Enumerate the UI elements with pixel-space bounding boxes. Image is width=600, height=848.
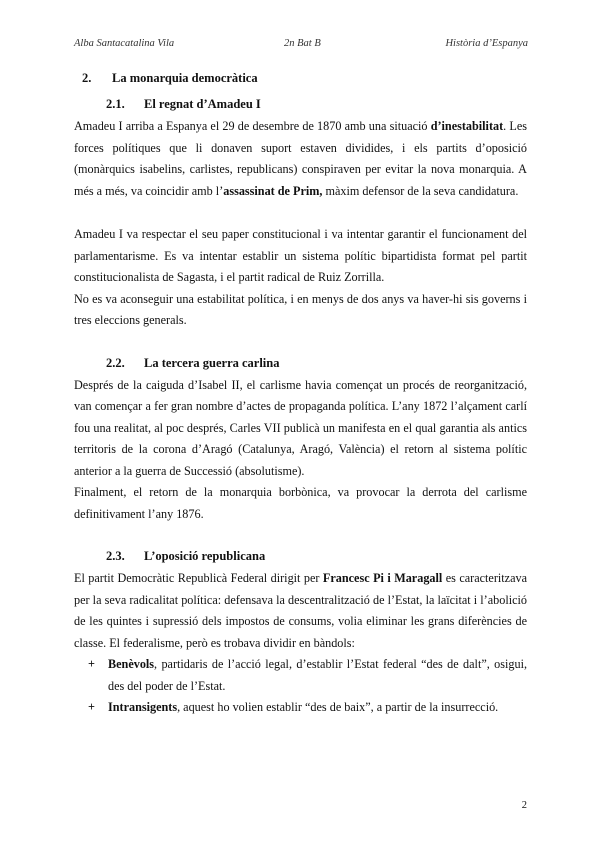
section-2-2-title: La tercera guerra carlina [144,355,280,370]
section-2-1-paragraph-1: Amadeu I arriba a Espanya el 29 de desembre de 1870 amb una situació d’inestabilitat. Les forces polítiques que li donaven suport estaven dividides, i els partits d’oposició (monàrquics isabelins, carlistes, republicans) conspiraven per evitar la nova monarquia. A més a més, va coincidir amb l’assassinat de Prim, màxim defensor de la seva candidatura. [74,119,527,198]
section-2-3-number: 2.3. [106,549,125,563]
bold-pi-i-maragall: Francesc Pi i Maragall [322,571,443,585]
section-2-number: 2. [82,71,92,85]
section-2-1-number: 2.1. [106,97,125,111]
bold-assassinat-prim: assassinat de Prim, [223,183,323,198]
section-2-2-paragraph-2: Finalment, el retorn de la monarquia borbònica, va provocar la derrota del carlisme definitivament l’any 1876. [74,485,527,521]
federalism-factions-list [74,654,527,719]
section-2-2-number: 2.2. [106,355,125,370]
header-course: 2n Bat B [284,38,321,49]
bullet-term: Benèvols [108,657,155,671]
section-2-heading [82,70,527,86]
plus-bullet-icon: + [88,700,95,714]
section-2-title: La monarquia democràtica [112,71,258,85]
section-2-1-title: El regnat d’Amadeu I [144,97,261,111]
header-author: Alba Santacatalina Vila [74,38,175,49]
section-2-1-paragraph-3: No es va aconseguir una estabilitat política, i en menys de dos anys va haver-hi sis governs i tres eleccions generals. [74,291,527,327]
section-2-1-paragraph-2: Amadeu I va respectar el seu paper constitucional i va intentar garantir el funcionament del parlamentarisme. Es va intentar establir un sistema polític bipartidista format pel partit constitucionalista de Sagasta, i el partit radical de Ruiz Zorrilla. [74,227,527,284]
plus-bullet-icon: + [88,657,95,671]
page-header [74,38,528,52]
list-item: + Benèvols, partidaris de l’acció legal, d’establir l’Estat federal “des de dalt”, osigui, des del poder de l’Estat. [74,654,527,697]
section-2-2-heading [106,355,527,371]
list-item: + Intransigents, aquest ho volien establir “des de baix”, a partir de la insurrecció. [74,697,527,719]
page-content [74,70,527,719]
section-2-2-paragraph-1: Després de la caiguda d’Isabel II, el carlisme havia començat un procés de reorganització, van començar a fer gran nombre d’actes de propaganda política. L’any 1872 l’alçament carlí fou una realitat, al poc després, Carles VII publicà un manifesta en el qual garantia als antics territoris de la corona d’Aragó (Catalunya, Aragó, València) el retorn al sistema polític anterior a la guerra de Successió (absolutisme). [74,377,527,478]
section-2-3-paragraph-1: El partit Democràtic Republicà Federal dirigit per Francesc Pi i Maragall es caracteritzava per la seva radicalitat política: defensava la descentralització de l’Estat, la laïcitat i l’abolició de les quintes i supressió dels impostos de consums, volia eliminar les grans diferències de classe. El federalisme, però es trobava dividir en bàndols: [74,571,527,650]
page-number: 2 [521,800,527,811]
bold-inestabilitat: d’inestabilitat [430,119,504,133]
bullet-term: Intransigents [108,700,178,714]
section-2-3-heading [106,548,527,564]
header-subject: Història d’Espanya [445,38,528,49]
section-2-1-heading [106,96,527,112]
section-2-3-title: L’oposició republicana [144,549,266,563]
